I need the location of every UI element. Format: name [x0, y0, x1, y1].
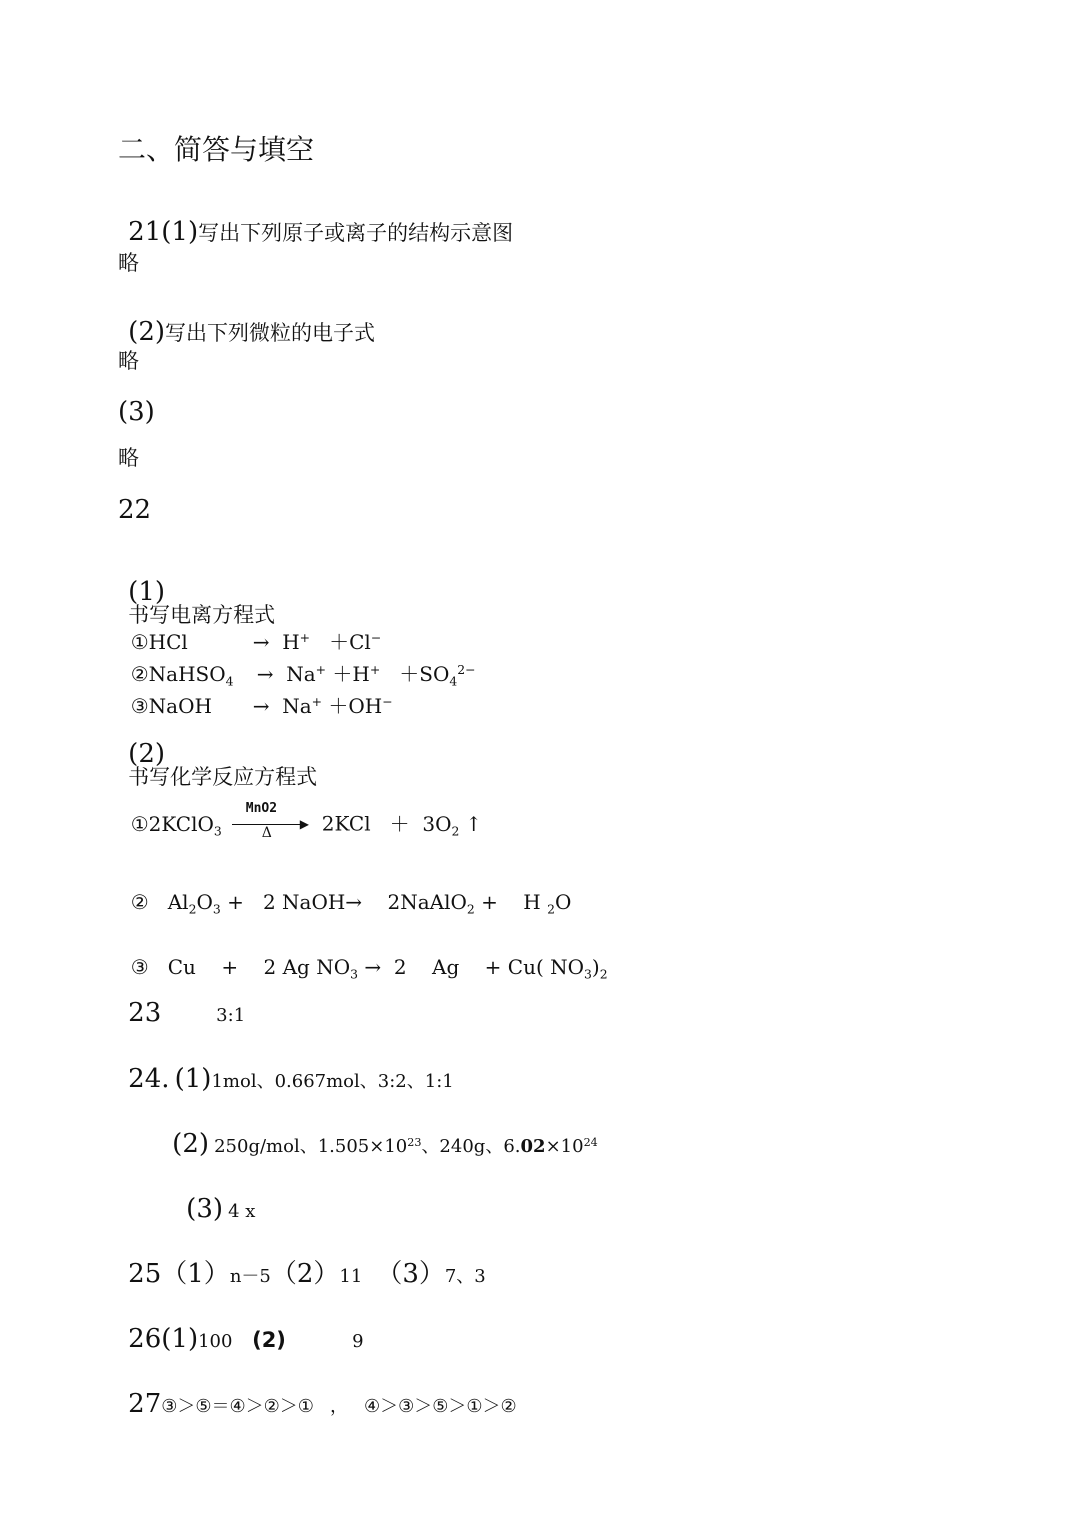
q22-number: 22: [118, 495, 152, 525]
q24-part-2-number: (2): [172, 1129, 210, 1159]
q25-part-1-number: （1）: [161, 1259, 230, 1289]
eq-1-left: ①HCl: [130, 630, 188, 654]
q21-part-2-prompt: 写出下列微粒的电子式: [165, 321, 376, 345]
q24-part-3-number: (3): [186, 1194, 224, 1224]
q26-number: 26(1): [128, 1324, 199, 1354]
section-title: 二、简答与填空: [118, 133, 315, 166]
q21-answer-3: 略: [118, 446, 139, 470]
q24-answer-2: 250g/mol、$1.505\times 10^{23}$、240g、$6.02\times 10^{24}$: [214, 1135, 598, 1157]
q21-part-2: [118, 303, 375, 345]
reaction-1-right: 2KCl: [321, 811, 371, 836]
q22-part-1-number: (1): [128, 577, 166, 607]
q25-number: 25: [128, 1259, 162, 1289]
q21-number: 21(1): [128, 217, 199, 247]
eq-3-arrow: →: [252, 694, 270, 718]
eq-3-products: Na+ ＋OH−: [269, 694, 393, 718]
reaction-eq-3: [118, 937, 608, 982]
q27-separator: ，: [329, 1396, 348, 1417]
q23-answer: 3:1: [216, 1005, 246, 1026]
q21-part-2-number: (2): [128, 317, 166, 347]
reaction-1-arrow: MnO2 ▶ Δ: [232, 810, 312, 840]
reaction-eq-1: [118, 790, 482, 840]
eq-2-products: $Na^+ +H^+ +SO_4^{2-}$: [273, 662, 476, 689]
q26-part-2-number: (2): [252, 1328, 286, 1352]
q24-part-1-number: (1): [174, 1064, 212, 1094]
q25-answer-2: 11: [339, 1266, 363, 1287]
q21-answer-1: 略: [118, 251, 139, 275]
q27: [118, 1375, 517, 1417]
q26: [118, 1310, 364, 1352]
catalyst-label: MnO2: [245, 801, 278, 816]
q24-part-3: [176, 1180, 255, 1222]
q27-answer-2: ④＞③＞⑤＞①＞②: [363, 1396, 517, 1417]
reaction-1-left: ①2KClO$_3$: [130, 811, 222, 838]
reaction-3-number: ③: [130, 955, 149, 979]
q25-answer-1: n－5: [229, 1266, 271, 1287]
q24-answer-1: 1mol、0.667mol、3:2、1:1: [211, 1071, 454, 1092]
q26-answer-1: 100: [198, 1331, 233, 1352]
reaction-eq-2: [118, 872, 572, 917]
q27-answer-1: ③＞⑤＝④＞②＞①: [161, 1396, 314, 1417]
reaction-3-body: Cu + 2 Ag $NO_3 \to 2$ Ag + Cu( $NO_3)_2$: [148, 955, 608, 982]
eq-1-arrow: →: [252, 630, 270, 654]
gas-arrow-icon: ↑: [465, 811, 483, 836]
eq-3-left: ③NaOH: [130, 694, 212, 718]
q24-part-2: [162, 1115, 598, 1157]
reaction-1-rest: ＋ $3O_2$: [370, 811, 460, 838]
q24-answer-3: 4 x: [228, 1201, 256, 1222]
eq-2-arrow: →: [256, 662, 274, 686]
q24-part-1: [118, 1050, 454, 1092]
reaction-2-body: $Al_2O_3 + 2$ NaOH→ 2NaAlO$_2$ + H $_2$O: [148, 890, 572, 917]
q21-prompt: 写出下列原子或离子的结构示意图: [198, 221, 514, 245]
ionization-eq-3: [118, 676, 393, 716]
q21-answer-2: 略: [118, 349, 139, 373]
q22-part-2-number: (2): [128, 739, 166, 769]
q22-part-1-prompt: 书写电离方程式: [128, 603, 276, 627]
q22-part-2: [118, 725, 317, 788]
q25-part-2-number: （2）: [270, 1259, 340, 1289]
q23: [118, 984, 245, 1026]
q21-heading: [118, 203, 513, 245]
q22-part-2-prompt: 书写化学反应方程式: [128, 765, 318, 789]
q25: [118, 1245, 486, 1287]
eq-2-left: ②NaHSO$_4$: [130, 662, 234, 689]
q27-number: 27: [128, 1389, 162, 1419]
q25-answer-3: 7、3: [444, 1266, 486, 1287]
q21-part-3-number: (3): [118, 397, 155, 427]
q26-answer-2: 9: [352, 1331, 364, 1352]
q25-part-3-number: （3）: [376, 1259, 445, 1289]
reaction-2-number: ②: [130, 890, 149, 914]
eq-1-products: H+ ＋Cl−: [269, 630, 382, 654]
heat-symbol: Δ: [261, 825, 272, 841]
q23-number: 23: [128, 998, 162, 1028]
q24-number: 24.: [128, 1064, 170, 1094]
